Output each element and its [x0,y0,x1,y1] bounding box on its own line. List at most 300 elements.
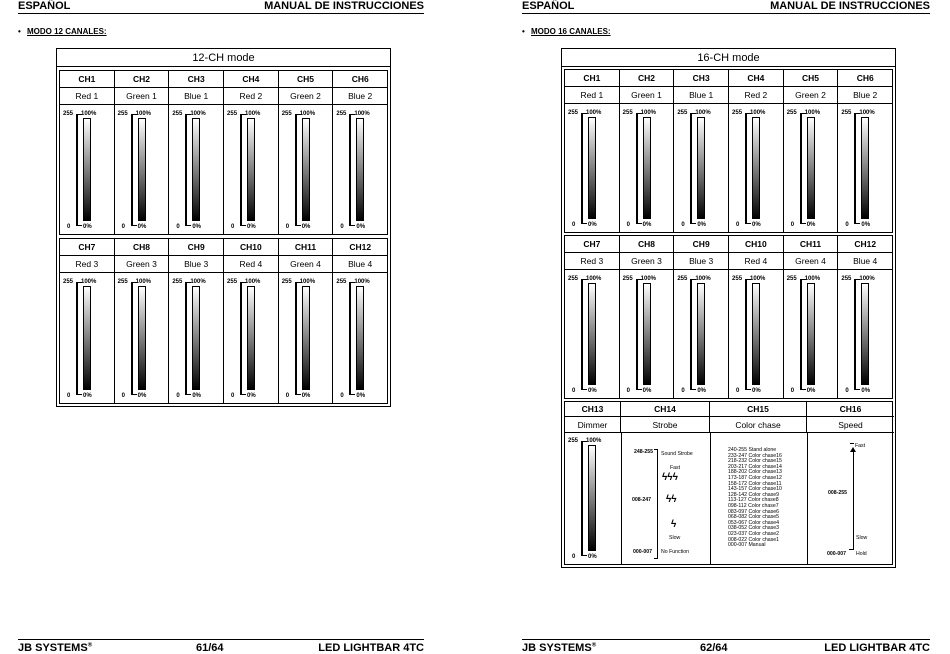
fader-min-dmx: 0 [790,222,795,228]
fader-min-pct: 0% [588,554,597,560]
fader-gradient-bar [356,118,364,221]
channel-column [620,70,675,232]
channel-name: CH7 [565,236,619,253]
fader-min-dmx: 0 [626,388,631,394]
ch16-name: CH16 [807,402,894,417]
channel-name: CH12 [838,236,892,253]
fader-max-dmx: 255 [336,111,347,117]
fader-max-dmx: 255 [568,110,579,116]
fader-max-pct: 100% [81,279,97,285]
fader-max-pct: 100% [245,111,261,117]
ch14-func: Strobe [621,417,710,433]
channel-name: CH11 [784,236,838,253]
fader-scale [581,113,586,224]
fader-min-pct: 0% [356,393,366,399]
color-chase-entry: 053-067 Color chase4 [728,519,780,526]
fader-gradient-bar [83,286,91,390]
channel-column [729,70,784,232]
strobe-label-top: Sound Strobe [661,451,693,457]
fader-min-pct: 0% [137,224,147,230]
ch13-func: Dimmer [565,417,621,433]
color-chase-entry: 023-037 Color chase2 [728,530,780,537]
fader-scale [131,114,136,226]
strobe-label-fast: Fast [670,465,681,471]
bullet: • [522,27,525,36]
color-chase-entry: 218-232 Color chase15 [728,458,782,465]
fader-max-dmx: 255 [786,276,797,282]
fader-max-dmx: 255 [568,438,579,444]
fader-min-pct: 0% [588,388,597,394]
channel-function: Red 1 [60,88,114,105]
channel-fader [838,110,892,228]
strobe-label-bottom: No Function [661,549,689,555]
color-chase-entry: 173-187 Color chase12 [728,474,782,481]
fader-max-dmx: 255 [63,111,74,117]
strobe-axis [657,449,658,558]
channel-fader [674,110,728,228]
fader-scale [690,279,695,390]
channel-fader [784,276,838,394]
channel-column [674,70,729,232]
fader-gradient-bar [356,286,364,390]
channel-fader [565,276,619,394]
channel-name: CH3 [674,70,728,87]
section-label-text: MODO 12 CANALES: [27,27,107,36]
fader-min-dmx: 0 [67,393,71,399]
bullet: • [18,27,21,36]
fader-min-pct: 0% [697,222,707,228]
fader-gradient-bar [192,286,200,390]
channel-column [169,239,224,403]
fader-gradient-bar [302,118,310,221]
channel-name: CH5 [784,70,838,87]
channel-row-1 [59,70,388,235]
channel-name: CH2 [620,70,674,87]
fader-scale [854,279,859,390]
channel-name: CH10 [729,236,783,253]
footer-brand-text: JB SYSTEMS [522,642,592,654]
page-footer [522,639,930,654]
fader-gradient-bar [807,283,815,385]
color-chase-entry: 008-022 Color chase1 [728,536,780,543]
page-footer [18,639,424,654]
channel-column [115,239,170,403]
channel-function: Red 4 [224,256,278,273]
fader-max-pct: 100% [640,110,657,116]
fader-scale [295,114,300,226]
fader-scale [745,113,750,224]
fader-max-pct: 100% [750,276,766,282]
fader-max-pct: 100% [299,279,316,285]
fader-min-dmx: 0 [340,393,344,399]
channel-column [674,236,729,398]
footer-brand-text: JB SYSTEMS [18,642,88,654]
fader-max-dmx: 255 [117,111,128,117]
fader-min-pct: 0% [83,393,92,399]
fader-scale [349,282,354,395]
fader-max-dmx: 255 [227,111,238,117]
channel-function: Green 3 [115,256,169,273]
fader-max-pct: 100% [640,276,657,282]
fader-max-dmx: 255 [172,111,183,117]
speed-label-slow: Slow [856,535,868,541]
channel-function: Red 2 [224,88,278,105]
channel-row-1 [564,69,893,233]
header-language: ESPAÑOL [18,0,71,12]
fader-max-pct: 100% [299,111,316,117]
fader-min-dmx: 0 [572,388,576,394]
fader-scale [690,113,695,224]
channel-column [224,239,279,403]
fader-gradient-bar [247,118,255,221]
fader-max-dmx: 255 [841,276,852,282]
mode-12ch-box [56,48,391,407]
fader-scale [131,282,136,395]
channel-function: Blue 1 [169,88,223,105]
footer-page-number: 62/64 [700,642,728,654]
fader-gradient-bar [83,118,91,221]
fader-gradient-bar [302,286,310,390]
channel-function: Red 4 [729,253,783,270]
fader-max-pct: 100% [135,279,152,285]
ch15-func: Color chase [710,417,807,433]
channel-fader [224,111,278,230]
fader-scale [581,279,586,390]
speed-tick [849,549,854,550]
fader-scale [185,114,190,226]
strobe-tick [654,449,658,450]
fader-max-dmx: 255 [622,276,633,282]
fader-max-pct: 100% [586,276,602,282]
color-chase-entry: 068-082 Color chase5 [728,514,780,521]
channel-function: Blue 3 [674,253,728,270]
fader-gradient-bar [861,283,869,385]
section-label [18,27,107,36]
channel-name: CH1 [565,70,619,87]
fader-min-dmx: 0 [67,224,71,230]
page-header [18,0,424,14]
channel-column [224,71,279,234]
channel-fader [620,110,674,228]
ch15-name: CH15 [710,402,807,417]
strobe-tick [654,558,658,559]
fader-scale [745,279,750,390]
fader-min-dmx: 0 [681,222,685,228]
footer-brand [522,642,596,654]
page-header [522,0,930,14]
color-chase-entry: 098-112 Color chase7 [728,502,779,509]
channel-column [279,239,334,403]
header-manual-title: MANUAL DE INSTRUCCIONES [770,0,930,12]
color-chase-entry: 158-172 Color chase11 [728,480,782,487]
color-chase-entry: 083-097 Color chase6 [728,508,780,515]
channel-row-2 [59,238,388,404]
arrow-up-icon [850,447,856,452]
divider [710,433,711,564]
fader-gradient-bar [247,286,255,390]
strobe-label-slow: Slow [669,535,681,541]
fader-min-dmx: 0 [845,388,849,394]
fader-max-pct: 100% [190,111,206,117]
speed-tick [850,443,854,444]
fader-min-pct: 0% [806,222,816,228]
channel-function: Red 2 [729,87,783,104]
fader-min-dmx: 0 [121,393,126,399]
fader-min-dmx: 0 [340,224,344,230]
fader-min-pct: 0% [752,222,761,228]
fader-gradient-bar [643,283,651,385]
fader-min-dmx: 0 [176,393,180,399]
color-chase-entry: 113-127 Color chase8 [728,497,779,504]
fader-scale [349,114,354,226]
footer-brand [18,642,92,654]
left-page [18,0,424,654]
fader-max-pct: 100% [695,276,711,282]
channel-name: CH8 [115,239,169,256]
channel-column [169,71,224,234]
channel-column [784,236,839,398]
fader-max-dmx: 255 [677,110,688,116]
ch13-fader [565,438,621,560]
registered-mark: ® [87,642,93,649]
channel-name: CH6 [838,70,892,87]
strobe-range-bottom: 000-007 [633,549,653,555]
fader-max-dmx: 255 [281,111,292,117]
channel-function: Green 3 [620,253,674,270]
channel-function: Blue 2 [333,88,387,105]
fader-max-pct: 100% [750,110,766,116]
channel-name: CH7 [60,239,114,256]
fader-scale [800,113,805,224]
color-chase-entry: 128-142 Color chase9 [728,491,780,498]
channel-column [620,236,675,398]
fader-max-pct: 100% [695,110,711,116]
footer-product: LED LIGHTBAR 4TC [824,642,930,654]
channel-fader [169,279,223,399]
channel-column [729,236,784,398]
channel-function: Blue 4 [838,253,892,270]
fader-min-dmx: 0 [572,554,576,560]
fader-min-dmx: 0 [736,388,740,394]
speed-label-hold: Hold [856,551,867,557]
mode-title: 16-CH mode [562,49,895,67]
fader-max-dmx: 255 [227,279,238,285]
channel-name: CH11 [279,239,333,256]
footer-product: LED LIGHTBAR 4TC [318,642,424,654]
fader-max-dmx: 255 [336,279,347,285]
channel-column [565,70,620,232]
fader-min-dmx: 0 [231,393,235,399]
fader-max-pct: 100% [859,276,875,282]
channel-fader [115,111,169,230]
strobe-range-top: 248-255 [634,449,654,455]
section-label-text: MODO 16 CANALES: [531,27,611,36]
channel-fader [224,279,278,399]
channel-fader [565,110,619,228]
lightning-icon: ϟϟϟ [662,472,678,483]
footer-page-number: 61/64 [196,642,224,654]
color-chase-entry: 038-052 Color chase3 [728,525,780,532]
fader-gradient-bar [588,445,596,551]
fader-scale [76,114,81,226]
fader-max-pct: 100% [804,276,821,282]
fader-min-dmx: 0 [285,224,290,230]
fader-max-dmx: 255 [281,279,292,285]
channel-name: CH6 [333,71,387,88]
channel-function: Green 2 [784,87,838,104]
fader-scale [581,441,586,556]
channel-function: Green 4 [279,256,333,273]
fader-scale [240,114,245,226]
channel-column [60,71,115,234]
channel-column [115,71,170,234]
fader-gradient-bar [697,117,705,219]
channel-name: CH4 [729,70,783,87]
fader-scale [636,113,641,224]
fader-max-pct: 100% [354,279,370,285]
fader-gradient-bar [752,117,760,219]
fader-min-dmx: 0 [736,222,740,228]
fader-min-dmx: 0 [121,224,126,230]
channel-column [333,71,387,234]
fader-min-pct: 0% [752,388,761,394]
fader-max-dmx: 255 [172,279,183,285]
fader-scale [854,113,859,224]
channel-function: Red 3 [565,253,619,270]
fader-gradient-bar [643,117,651,219]
fader-gradient-bar [807,117,815,219]
fader-scale [295,282,300,395]
fader-min-pct: 0% [806,388,816,394]
fader-min-pct: 0% [861,222,871,228]
fader-max-dmx: 255 [117,279,128,285]
channel-function: Blue 3 [169,256,223,273]
channel-name: CH4 [224,71,278,88]
speed-range-bottom: 000-007 [827,551,847,557]
channel-function: Green 4 [784,253,838,270]
fader-min-pct: 0% [642,388,652,394]
fader-gradient-bar [138,118,146,221]
fader-max-pct: 100% [859,110,875,116]
channel-function: Blue 1 [674,87,728,104]
fader-max-pct: 100% [586,438,602,444]
fader-min-pct: 0% [247,393,256,399]
channel-column [565,236,620,398]
channel-name: CH2 [115,71,169,88]
fader-gradient-bar [752,283,760,385]
channel-fader [784,110,838,228]
channel-name: CH8 [620,236,674,253]
header-manual-title: MANUAL DE INSTRUCCIONES [264,0,424,12]
speed-label-fast: Fast [855,443,866,449]
channel-fader [729,110,783,228]
channel-name: CH9 [169,239,223,256]
fader-min-dmx: 0 [231,224,235,230]
registered-mark: ® [591,642,597,649]
channel-column [279,71,334,234]
fader-gradient-bar [697,283,705,385]
fader-min-pct: 0% [301,224,311,230]
ch16-func: Speed [807,417,894,433]
fader-min-dmx: 0 [790,388,795,394]
channel-name: CH9 [674,236,728,253]
fader-min-pct: 0% [83,224,92,230]
channel-column [60,239,115,403]
fader-scale [76,282,81,395]
channel-fader [60,111,114,230]
fader-min-dmx: 0 [626,222,631,228]
channel-function: Green 1 [620,87,674,104]
mode-16ch-box [561,48,896,568]
speed-range-mid: 008-255 [828,490,848,496]
channel-function: Red 1 [565,87,619,104]
fader-scale [185,282,190,395]
fader-scale [800,279,805,390]
fader-max-dmx: 255 [677,276,688,282]
channel-name: CH10 [224,239,278,256]
fader-min-pct: 0% [192,393,202,399]
fader-max-pct: 100% [135,111,152,117]
color-chase-entry: 240-255 Stand alone [728,447,777,453]
channel-name: CH1 [60,71,114,88]
mode-title: 12-CH mode [57,49,390,67]
color-chase-entry: 203-217 Color chase14 [728,463,782,470]
fader-min-pct: 0% [356,224,366,230]
color-chase-entry: 233-247 Color chase16 [728,452,782,459]
channel-row-2 [564,235,893,399]
fader-gradient-bar [588,283,596,385]
fader-max-dmx: 255 [568,276,579,282]
fader-max-dmx: 255 [622,110,633,116]
channel-function: Green 2 [279,88,333,105]
channel-column [838,70,892,232]
channel-row-3 [564,401,893,565]
channel-name: CH3 [169,71,223,88]
fader-max-pct: 100% [245,279,261,285]
strobe-range-mid: 008-247 [632,497,652,503]
channel-fader [279,111,333,230]
fader-max-pct: 100% [354,111,370,117]
color-chase-entry: 188-202 Color chase13 [728,469,782,476]
channel-name: CH5 [279,71,333,88]
fader-min-dmx: 0 [176,224,180,230]
fader-max-pct: 100% [190,279,206,285]
color-chase-entry: 000-007 Manual [728,542,766,549]
channel-fader [115,279,169,399]
fader-scale [240,282,245,395]
fader-min-pct: 0% [588,222,597,228]
fader-gradient-bar [861,117,869,219]
fader-min-dmx: 0 [572,222,576,228]
fader-gradient-bar [138,286,146,390]
channel-fader [60,279,114,399]
fader-max-dmx: 255 [63,279,74,285]
right-page [522,0,930,654]
fader-min-pct: 0% [192,224,202,230]
color-chase-list [728,448,782,549]
fader-gradient-bar [192,118,200,221]
channel-fader [674,276,728,394]
ch14-name: CH14 [621,402,710,417]
channel-column [838,236,892,398]
channel-fader [169,111,223,230]
fader-min-dmx: 0 [285,393,290,399]
channel-fader [729,276,783,394]
channel-function: Blue 4 [333,256,387,273]
channel-fader [333,279,387,399]
fader-min-pct: 0% [301,393,311,399]
fader-min-pct: 0% [137,393,147,399]
